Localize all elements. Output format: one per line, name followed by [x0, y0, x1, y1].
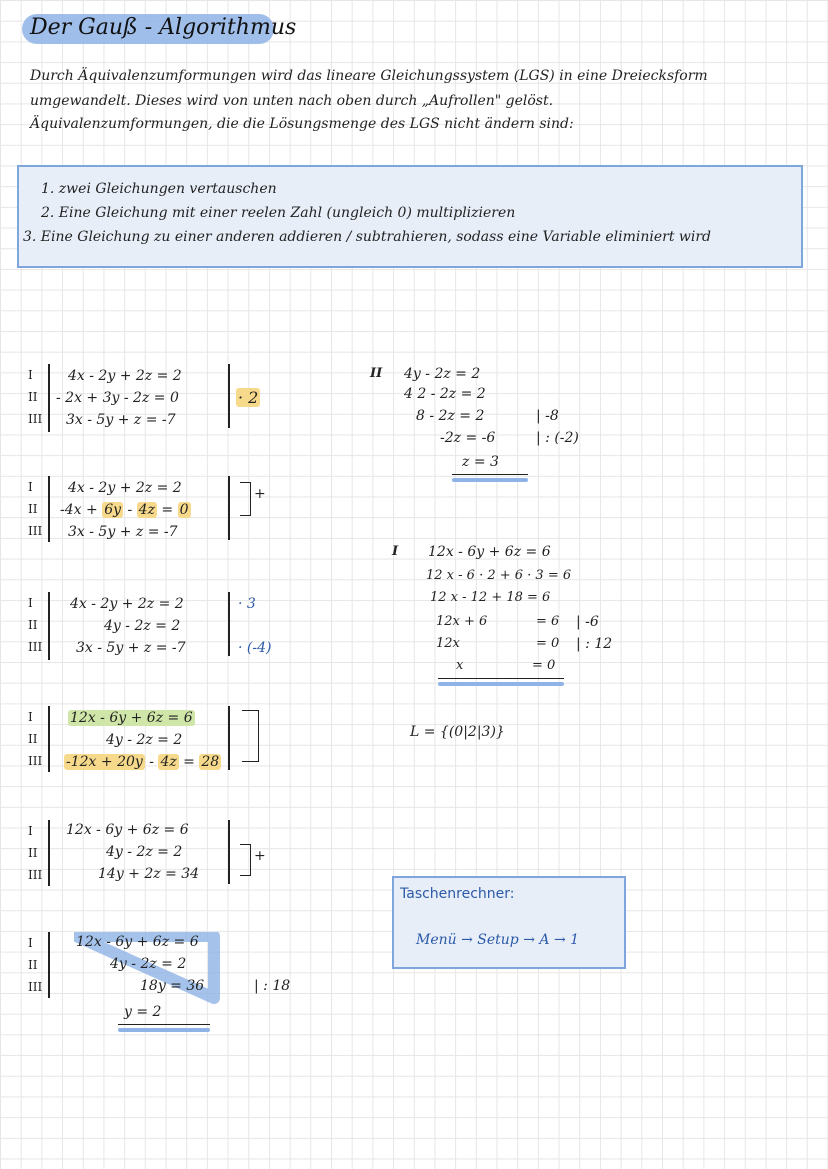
term-highlight: 0 — [179, 502, 189, 518]
solve-note: | -8 — [536, 408, 559, 424]
equation: 12x - 6y + 6z = 6 — [66, 822, 189, 838]
z-result: z = 3 — [462, 454, 499, 470]
equation — [64, 754, 221, 770]
solve-label: I — [392, 544, 399, 559]
roman-ii: II — [28, 390, 38, 404]
roman-ii: II — [28, 618, 38, 632]
solve-line: 12 x - 12 + 18 = 6 — [430, 590, 551, 605]
intro-line-2: umgewandelt. Dieses wird von unten nach oben durch „Aufrollen" gelöst. — [30, 93, 554, 109]
roman-iii: III — [28, 754, 43, 768]
multiply-note-text: · 2 — [238, 388, 259, 407]
equation: 4x - 2y + 2z = 2 — [70, 596, 184, 612]
right-bar — [228, 476, 230, 540]
roman-iii: III — [28, 868, 43, 882]
term: -4x — [60, 502, 82, 518]
x-result: x — [456, 658, 464, 673]
result-underline-blue — [118, 1028, 210, 1032]
solve-line: 4y - 2z = 2 — [404, 366, 481, 382]
op: + — [81, 502, 103, 518]
roman-i: I — [28, 824, 33, 838]
left-bar — [48, 706, 50, 772]
multiply-note-3: · 3 — [238, 596, 256, 612]
term-highlight: 28 — [201, 754, 220, 770]
rule-1: 1. zwei Gleichungen vertauschen — [41, 181, 277, 197]
equation: 4x - 2y + 2z = 2 — [68, 480, 182, 496]
roman-ii: II — [28, 846, 38, 860]
page-title: Der Gauß - Algorithmus — [30, 15, 297, 40]
divide-note: | : 18 — [254, 978, 291, 994]
multiply-note — [236, 388, 260, 407]
solve-note: | -6 — [576, 614, 599, 630]
equation: 14y + 2z = 34 — [98, 866, 200, 882]
right-bar — [228, 364, 230, 428]
equation: - 2x + 3y - 2z = 0 — [56, 390, 179, 406]
intro-line-3: Äquivalenzumformungen, die die Lösungsmenge des LGS nicht ändern sind: — [30, 116, 574, 132]
left-bar — [48, 364, 50, 432]
term-highlight: -12x + 20y — [66, 754, 143, 770]
solve-line: 12x - 6y + 6z = 6 — [428, 544, 551, 560]
solve-line: 4 2 - 2z = 2 — [404, 386, 486, 402]
calculator-path: Menü → Setup → A → 1 — [416, 932, 580, 948]
solve-line: 12 x - 6 · 2 + 6 · 3 = 6 — [426, 568, 572, 583]
equation: 3x - 5y + z = -7 — [66, 412, 176, 428]
roman-ii: II — [28, 502, 38, 516]
right-bar — [228, 592, 230, 656]
roman-i: I — [28, 710, 33, 724]
y-result: y = 2 — [124, 1004, 162, 1020]
solve-line: 12x + 6 — [436, 614, 488, 629]
right-bar — [228, 706, 230, 770]
solution-set: L = {(0|2|3)} — [410, 724, 505, 740]
calculator-box — [392, 876, 626, 969]
roman-i: I — [28, 936, 33, 950]
roman-iii: III — [28, 412, 43, 426]
left-bar — [48, 820, 50, 886]
equation: 4y - 2z = 2 — [106, 732, 183, 748]
right-bar — [228, 820, 230, 884]
op: - — [123, 502, 137, 518]
roman-i: I — [28, 596, 33, 610]
solve-label: II — [370, 366, 383, 381]
term-highlight: 6y — [104, 502, 122, 518]
rule-2: 2. Eine Gleichung mit einer reelen Zahl (ungleich 0) multiplizieren — [41, 205, 516, 221]
solve-note: | : 12 — [576, 636, 613, 652]
roman-iii: III — [28, 640, 43, 654]
roman-iii: III — [28, 980, 43, 994]
solve-note: | : (-2) — [536, 430, 579, 446]
result-underline-blue — [438, 682, 564, 686]
add-note: + — [254, 486, 266, 502]
term-highlight: 4z — [138, 502, 155, 518]
equation: 18y = 36 — [140, 978, 205, 994]
equation — [60, 502, 191, 518]
roman-ii: II — [28, 732, 38, 746]
solve-line: 12x — [436, 636, 460, 651]
op: = — [178, 754, 200, 770]
add-bracket — [240, 844, 251, 876]
left-bar — [48, 476, 50, 542]
multiply-note-minus-4: · (-4) — [238, 640, 272, 656]
solve-rhs: = 0 — [532, 658, 556, 673]
result-underline-blue — [452, 478, 528, 482]
equation: 4y - 2z = 2 — [104, 618, 181, 634]
left-bar — [48, 932, 50, 998]
roman-iii: III — [28, 524, 43, 538]
intro-line-1: Durch Äquivalenzumformungen wird das lineare Gleichungssystem (LGS) in eine Dreiecksform — [30, 68, 708, 84]
equation — [68, 710, 195, 726]
equation: 12x - 6y + 6z = 6 — [76, 934, 199, 950]
equation: 3x - 5y + z = -7 — [68, 524, 178, 540]
roman-i: I — [28, 368, 33, 382]
result-underline — [438, 678, 564, 679]
equation: 3x - 5y + z = -7 — [76, 640, 186, 656]
term-highlight: 12x - 6y + 6z = 6 — [70, 710, 193, 726]
add-note: + — [254, 848, 266, 864]
rule-3: 3. Eine Gleichung zu einer anderen addieren / subtrahieren, sodass eine Variable eliminiert wird — [23, 229, 712, 245]
roman-i: I — [28, 480, 33, 494]
solve-rhs: = 0 — [536, 636, 560, 651]
solve-line: 8 - 2z = 2 — [416, 408, 485, 424]
op: - — [144, 754, 159, 770]
left-bar — [48, 592, 50, 660]
rules-box — [17, 165, 803, 268]
calculator-title: Taschenrechner: — [400, 886, 515, 902]
solve-line: -2z = -6 — [440, 430, 496, 446]
op: = — [156, 502, 178, 518]
roman-ii: II — [28, 958, 38, 972]
result-underline — [452, 474, 528, 475]
equation: 4y - 2z = 2 — [106, 844, 183, 860]
term-highlight: 4z — [160, 754, 177, 770]
solve-rhs: = 6 — [536, 614, 560, 629]
equation: 4x - 2y + 2z = 2 — [68, 368, 182, 384]
equation: 4y - 2z = 2 — [110, 956, 187, 972]
result-underline — [118, 1024, 210, 1025]
swap-bracket — [242, 710, 259, 762]
add-bracket — [240, 482, 251, 516]
